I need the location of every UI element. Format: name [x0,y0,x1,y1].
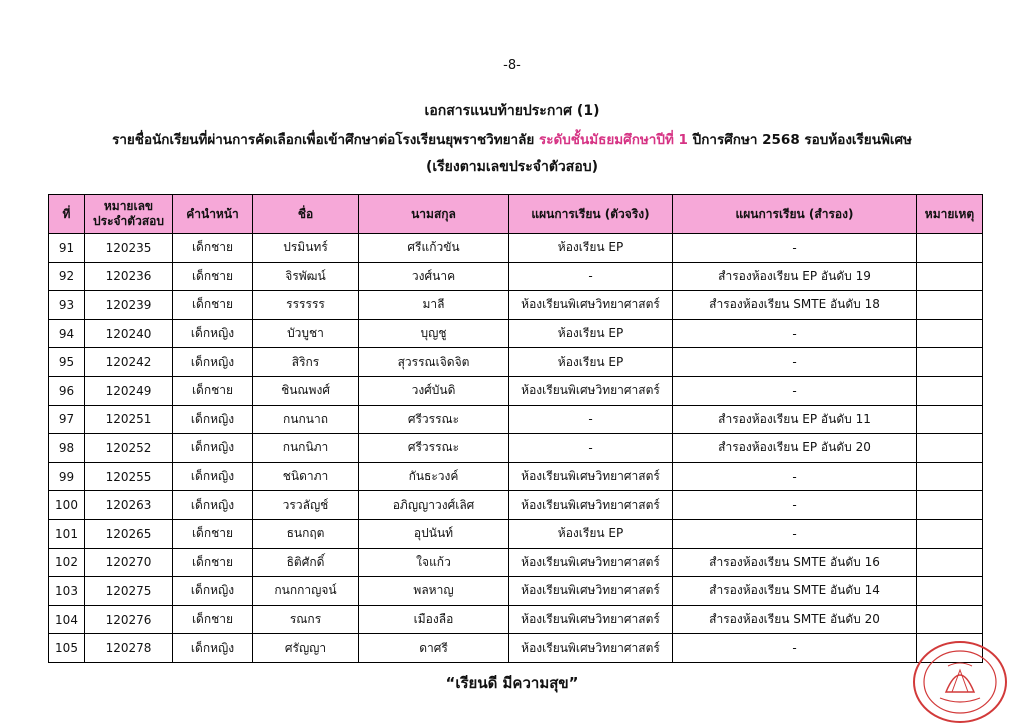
cell-prefix: เด็กหญิง [173,577,253,606]
cell-remark [917,234,983,263]
table-row [49,376,983,405]
cell-plan: ห้องเรียนพิเศษวิทยาศาสตร์ [509,291,673,320]
student-list-table [48,194,983,663]
cell-reserve-plan: - [673,634,917,663]
cell-exam-id: 120270 [85,548,173,577]
cell-reserve-plan: สำรองห้องเรียน EP อันดับ 19 [673,262,917,291]
cell-reserve-plan: สำรองห้องเรียน SMTE อันดับ 16 [673,548,917,577]
cell-remark [917,548,983,577]
cell-prefix: เด็กหญิง [173,319,253,348]
school-motto: “เรียนดี มีความสุข” [445,674,579,692]
school-seal-icon [908,636,1012,724]
cell-last-name: อภิญญาวงศ์เลิศ [359,491,509,520]
cell-no: 99 [49,462,85,491]
cell-exam-id: 120265 [85,519,173,548]
cell-plan: ห้องเรียนพิเศษวิทยาศาสตร์ [509,491,673,520]
cell-last-name: ใจแก้ว [359,548,509,577]
cell-no: 101 [49,519,85,548]
cell-first-name: กนกกาญจน์ [253,577,359,606]
cell-last-name: เมืองลือ [359,605,509,634]
cell-plan: ห้องเรียน EP [509,234,673,263]
table-body [49,234,983,663]
cell-plan: ห้องเรียน EP [509,319,673,348]
cell-reserve-plan: สำรองห้องเรียน EP อันดับ 11 [673,405,917,434]
table-row [49,577,983,606]
cell-prefix: เด็กหญิง [173,434,253,463]
cell-plan: ห้องเรียนพิเศษวิทยาศาสตร์ [509,376,673,405]
cell-reserve-plan: สำรองห้องเรียน SMTE อันดับ 18 [673,291,917,320]
cell-plan: ห้องเรียนพิเศษวิทยาศาสตร์ [509,577,673,606]
cell-reserve-plan: - [673,519,917,548]
table-row [49,605,983,634]
cell-remark [917,405,983,434]
cell-last-name: พลหาญ [359,577,509,606]
subtitle-part1: รายชื่อนักเรียนที่ผ่านการคัดเลือกเพื่อเข้าศึกษาต่อโรงเรียนยุพราชวิทยาลัย [112,132,539,148]
header-plan: แผนการเรียน (ตัวจริง) [509,195,673,234]
table-row [49,462,983,491]
cell-exam-id: 120275 [85,577,173,606]
cell-plan: - [509,262,673,291]
cell-first-name: วรวลัญช์ [253,491,359,520]
cell-exam-id: 120278 [85,634,173,663]
cell-prefix: เด็กชาย [173,519,253,548]
cell-prefix: เด็กหญิง [173,634,253,663]
cell-reserve-plan: - [673,462,917,491]
cell-first-name: สิริกร [253,348,359,377]
document-subtitle [0,128,1024,150]
cell-exam-id: 120240 [85,319,173,348]
cell-remark [917,434,983,463]
grade-level-highlight: ระดับชั้นมัธยมศึกษาปีที่ 1 [538,132,688,148]
cell-remark [917,462,983,491]
table-header [49,195,983,234]
cell-no: 92 [49,262,85,291]
cell-last-name: วงศ์นาค [359,262,509,291]
table-row [49,234,983,263]
cell-remark [917,519,983,548]
cell-plan: ห้องเรียน EP [509,519,673,548]
cell-exam-id: 120235 [85,234,173,263]
subtitle-part2: ปีการศึกษา 2568 รอบห้องเรียนพิเศษ [687,132,912,148]
cell-first-name: ธนกฤต [253,519,359,548]
cell-last-name: วงศ์บันดิ [359,376,509,405]
cell-plan: - [509,434,673,463]
cell-plan: ห้องเรียนพิเศษวิทยาศาสตร์ [509,548,673,577]
header-reserve-plan: แผนการเรียน (สำรอง) [673,195,917,234]
cell-last-name: ศรีแก้วขัน [359,234,509,263]
cell-no: 103 [49,577,85,606]
cell-prefix: เด็กหญิง [173,491,253,520]
table-row [49,634,983,663]
header-remark: หมายเหตุ [917,195,983,234]
table-row [49,491,983,520]
cell-remark [917,291,983,320]
cell-exam-id: 120242 [85,348,173,377]
cell-no: 105 [49,634,85,663]
header-first-name: ชื่อ [253,195,359,234]
cell-first-name: ศรัญญา [253,634,359,663]
cell-plan: ห้องเรียนพิเศษวิทยาศาสตร์ [509,634,673,663]
cell-no: 96 [49,376,85,405]
cell-first-name: กนกนิภา [253,434,359,463]
cell-first-name: กนกนาถ [253,405,359,434]
cell-prefix: เด็กชาย [173,548,253,577]
cell-remark [917,262,983,291]
cell-first-name: ชนิดาภา [253,462,359,491]
header-prefix: คำนำหน้า [173,195,253,234]
cell-no: 98 [49,434,85,463]
table-row [49,405,983,434]
table-row [49,291,983,320]
cell-last-name: ศรีวรรณะ [359,434,509,463]
cell-remark [917,319,983,348]
cell-no: 95 [49,348,85,377]
cell-exam-id: 120249 [85,376,173,405]
document-title: เอกสารแนบท้ายประกาศ (1) [424,103,600,119]
cell-plan: ห้องเรียนพิเศษวิทยาศาสตร์ [509,605,673,634]
cell-prefix: เด็กชาย [173,291,253,320]
cell-reserve-plan: สำรองห้องเรียน SMTE อันดับ 14 [673,577,917,606]
cell-reserve-plan: สำรองห้องเรียน EP อันดับ 20 [673,434,917,463]
cell-no: 94 [49,319,85,348]
cell-reserve-plan: สำรองห้องเรียน SMTE อันดับ 20 [673,605,917,634]
cell-first-name: รณกร [253,605,359,634]
page-number: -8- [503,58,521,73]
cell-no: 102 [49,548,85,577]
cell-exam-id: 120255 [85,462,173,491]
cell-prefix: เด็กชาย [173,376,253,405]
cell-no: 100 [49,491,85,520]
cell-exam-id: 120251 [85,405,173,434]
header-exam-id: หมายเลขประจำตัวสอบ [85,195,173,234]
cell-reserve-plan: - [673,491,917,520]
cell-plan: ห้องเรียนพิเศษวิทยาศาสตร์ [509,462,673,491]
cell-no: 93 [49,291,85,320]
cell-reserve-plan: - [673,234,917,263]
cell-exam-id: 120239 [85,291,173,320]
cell-remark [917,491,983,520]
cell-last-name: ดาศรี [359,634,509,663]
cell-first-name: ธิติศักดิ์ [253,548,359,577]
sort-note: (เรียงตามเลขประจำตัวสอบ) [425,159,599,175]
header-last-name: นามสกุล [359,195,509,234]
cell-exam-id: 120276 [85,605,173,634]
cell-last-name: กันธะวงค์ [359,462,509,491]
table-row [49,519,983,548]
cell-prefix: เด็กชาย [173,605,253,634]
table-row [49,348,983,377]
cell-last-name: มาลี [359,291,509,320]
cell-reserve-plan: - [673,376,917,405]
cell-last-name: บุญชู [359,319,509,348]
cell-exam-id: 120263 [85,491,173,520]
cell-plan: - [509,405,673,434]
cell-first-name: จิรพัฒน์ [253,262,359,291]
cell-no: 91 [49,234,85,263]
table-row [49,262,983,291]
cell-prefix: เด็กชาย [173,262,253,291]
cell-prefix: เด็กหญิง [173,462,253,491]
header-no: ที่ [49,195,85,234]
table-row [49,548,983,577]
table-row [49,319,983,348]
cell-exam-id: 120252 [85,434,173,463]
table-row [49,434,983,463]
cell-reserve-plan: - [673,319,917,348]
cell-plan: ห้องเรียน EP [509,348,673,377]
cell-no: 104 [49,605,85,634]
cell-remark [917,605,983,634]
cell-remark [917,376,983,405]
cell-reserve-plan: - [673,348,917,377]
cell-remark [917,577,983,606]
cell-prefix: เด็กหญิง [173,405,253,434]
cell-no: 97 [49,405,85,434]
cell-first-name: บัวบูชา [253,319,359,348]
cell-prefix: เด็กชาย [173,234,253,263]
cell-first-name: ปรมินทร์ [253,234,359,263]
cell-first-name: รรรรรร [253,291,359,320]
cell-last-name: สุวรรณเจิดจิต [359,348,509,377]
cell-last-name: ศรีวรรณะ [359,405,509,434]
cell-exam-id: 120236 [85,262,173,291]
cell-remark [917,348,983,377]
cell-first-name: ชินณพงศ์ [253,376,359,405]
cell-last-name: อุปนันท์ [359,519,509,548]
cell-prefix: เด็กหญิง [173,348,253,377]
